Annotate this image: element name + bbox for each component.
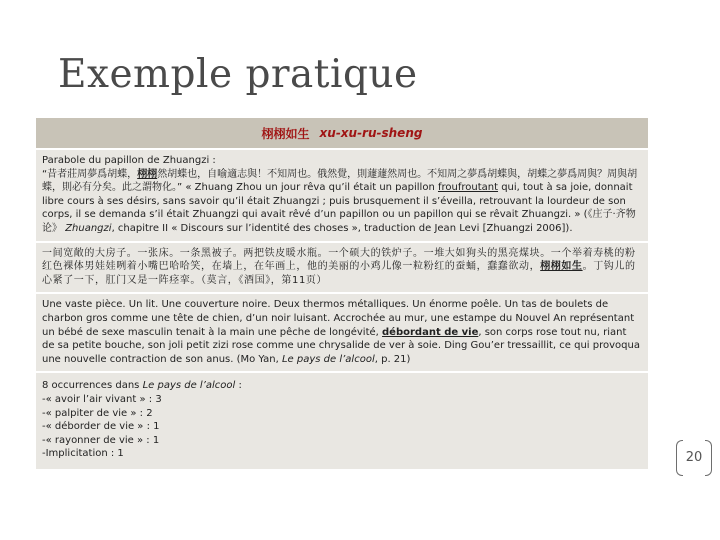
moyan-fr-cell: [36, 294, 648, 373]
occurrences-title-b: :: [235, 380, 242, 392]
slide-title: Exemple pratique: [58, 52, 418, 97]
list-item: -« rayonner de vie » : 1: [42, 434, 160, 446]
list-item: -Implicitation : 1: [42, 448, 124, 460]
moyan-fr-c: , p. 21): [374, 353, 411, 365]
zhuangzi-fr-a: qui, tout à sa joie, donnait libre cours à ses désirs, sans savoir qu’il était Zhuangzi ; puis brusquement il s’éveilla, retrouvant la lourdeur de son corps, il se demanda s’il était Zhuangzi qui avait rêvé d’un papillon ou un papillon qui se rêvait Zhuangzi. » (《庄子·齐物论》: [42, 182, 636, 234]
zhuangzi-fr-b: , chapitre II « Discours sur l’identité des choses », traduction de Jean Levi [Zhuangzi 2006]).: [111, 222, 573, 234]
moyan-fr-text: [42, 298, 642, 366]
occurrences-title-italic: Le pays de l’alcool: [142, 380, 236, 392]
zhuangzi-zh-c: 然胡蝶也，自喻適志與！不知周也。俄然覺，則蘧蘧然周也。不知周之夢爲胡蝶與，胡蝶之夢爲周與？周與胡蝶，則必有分矣。此之謂物化。” « Zhuang Zhou un jour rêva qu’il était un papillon: [42, 168, 638, 194]
moyan-zh-b: 。丁钩儿的心紧了一下，肛门又是一阵痉挛。（莫言，《酒国》，第11页）: [42, 261, 636, 286]
moyan-fr-a: Une vaste pièce. Un lit. Une couverture noire. Deux thermos métalliques. Un énorme poêle. Un tas de boulets de charbon gros comme une tête de chien, d’un noir luisant. Accrochée au mur, une estampe du Nouvel An représentant un bébé de sexe masculin tenait à la main une pêche de longévité,: [42, 299, 635, 338]
moyan-zh-text: [42, 247, 642, 288]
moyan-zh-keyword: 栩栩如生: [540, 261, 583, 273]
list-item: -« palpiter de vie » : 2: [42, 407, 153, 419]
zhuangzi-zh-keyword: 栩栩: [137, 168, 158, 180]
page-number-badge: [676, 440, 712, 476]
moyan-zh-a: 一间宽敞的大房子。一张床。一条黑被子。两把铁皮暖水瓶。一个硕大的铁炉子。一堆大如狗头的黑亮煤块。一个举着寿桃的粉红色裸体男娃娃咧着小嘴巴哈哈笑，在墙上，在年画上，他的美丽的小鸡儿像一粒粉红的蚕蛹，蠢蠢欲动，: [42, 247, 636, 273]
moyan-zh-cell: [36, 243, 648, 295]
table-header: [36, 118, 648, 150]
zhuangzi-fr-keyword: froufroutant: [437, 182, 499, 194]
right-bracket: [705, 440, 712, 476]
example-table: [36, 118, 648, 471]
zhuangzi-cell: [36, 150, 648, 243]
moyan-fr-keyword: débordant de vie: [382, 326, 479, 338]
occurrences-title-a: 8 occurrences dans: [42, 380, 143, 392]
zhuangzi-fr-italic: Zhuangzi: [65, 222, 112, 234]
occurrences-cell: [36, 373, 648, 471]
moyan-fr-b: , son corps rose tout nu, riant de sa petite bouche, son joli petit zizi rose comme une chrysalide de ver à soie. Ding Gou’er tressaillit, ce qui provoqua une nouvelle contraction de son anus. (Mo Yan,: [42, 326, 640, 365]
moyan-fr-italic: Le pays de l’alcool: [281, 353, 375, 365]
header-chinese: 栩栩如生: [261, 126, 310, 141]
occurrences-title: [42, 379, 642, 393]
list-item: -« avoir l’air vivant » : 3: [42, 393, 162, 405]
zhuangzi-zh-a: “昔者莊周夢爲胡蝶，: [42, 168, 138, 180]
zhuangzi-text: [42, 168, 642, 236]
zhuangzi-title: Parabole du papillon de Zhuangzi :: [42, 155, 216, 166]
header-pinyin: xu-xu-ru-sheng: [319, 126, 423, 140]
page-number: 20: [685, 450, 703, 465]
list-item: -« déborder de vie » : 1: [42, 421, 160, 433]
